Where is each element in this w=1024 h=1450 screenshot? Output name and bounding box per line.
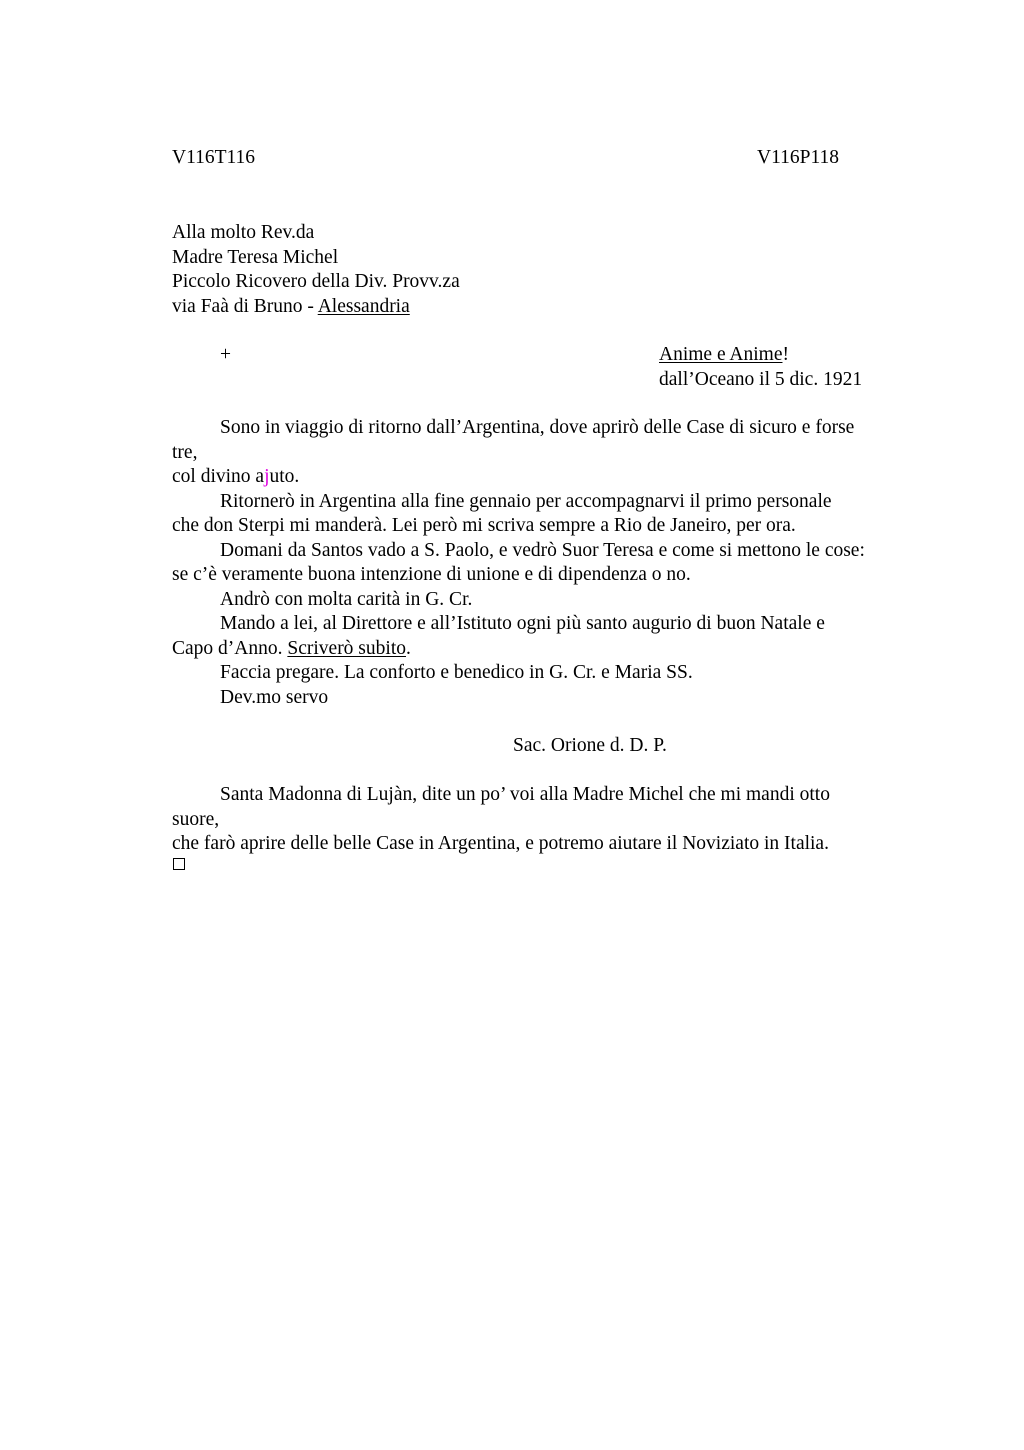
body-line: che don Sterpi mi manderà. Lei però mi scriva sempre a Rio de Janeiro, per ora. bbox=[172, 515, 796, 536]
highlighted-letter: j bbox=[264, 466, 270, 487]
document-code-left: V116T116 bbox=[172, 147, 256, 168]
postscript-line: suore, bbox=[172, 808, 220, 830]
address-line-4 bbox=[172, 295, 460, 320]
document-code-right: V116P118 bbox=[757, 147, 839, 168]
closing-line: Dev.mo servo bbox=[220, 686, 329, 708]
body-line: tre, bbox=[172, 441, 198, 463]
body-text-segment: . bbox=[405, 637, 411, 659]
body-line: Andrò con molta carità in G. Cr. bbox=[220, 588, 473, 610]
body-text-segment: uto. bbox=[269, 466, 300, 487]
body-line: Mando a lei, al Direttore e all’Istituto ogni più santo augurio di buon Natale e bbox=[220, 613, 825, 634]
dateline: dall’Oceano il 5 dic. 1921 bbox=[659, 368, 863, 390]
body-line: Faccia pregare. La conforto e benedico in G. Cr. e Maria SS. bbox=[220, 662, 693, 683]
postscript bbox=[172, 783, 830, 857]
underlined-phrase: Scriverò subito bbox=[287, 637, 406, 659]
heading-right bbox=[659, 343, 862, 392]
body-line: Ritornerò in Argentina alla fine gennaio per accompagnarvi il primo personale bbox=[220, 490, 832, 512]
signature: Sac. Orione d. D. P. bbox=[513, 735, 667, 756]
address-line-1: Alla molto Rev.da bbox=[172, 222, 315, 243]
postscript-line: Santa Madonna di Lujàn, dite un po’ voi alla Madre Michel che mi mandi otto bbox=[220, 784, 830, 805]
address-street: via Faà di Bruno - bbox=[172, 295, 318, 317]
body-line: Domani da Santos vado a S. Paolo, e vedrò Suor Teresa e come si mettono le cose: bbox=[220, 539, 865, 561]
cross-symbol: + bbox=[220, 344, 231, 365]
body-line: se c’è veramente buona intenzione di unione e di dipendenza o no. bbox=[172, 564, 691, 585]
address-line-2: Madre Teresa Michel bbox=[172, 246, 339, 268]
motto-text: Anime e Anime bbox=[659, 344, 783, 365]
body-line bbox=[172, 637, 865, 662]
body-text-segment: col divino a bbox=[172, 466, 265, 487]
letter-body bbox=[172, 416, 865, 710]
motto-punctuation: ! bbox=[782, 344, 789, 365]
address-block bbox=[172, 221, 460, 319]
end-square-icon bbox=[173, 858, 185, 870]
motto bbox=[659, 343, 862, 368]
body-text-segment: Capo d’Anno. bbox=[172, 637, 288, 659]
body-line bbox=[172, 465, 865, 490]
body-line: Sono in viaggio di ritorno dall’Argentina, dove aprirò delle Case di sicuro e forse bbox=[220, 417, 855, 438]
address-city: Alessandria bbox=[317, 295, 410, 317]
address-line-3: Piccolo Ricovero della Div. Provv.za bbox=[172, 271, 460, 292]
postscript-line: che farò aprire delle belle Case in Argentina, e potremo aiutare il Noviziato in Italia. bbox=[172, 833, 829, 854]
